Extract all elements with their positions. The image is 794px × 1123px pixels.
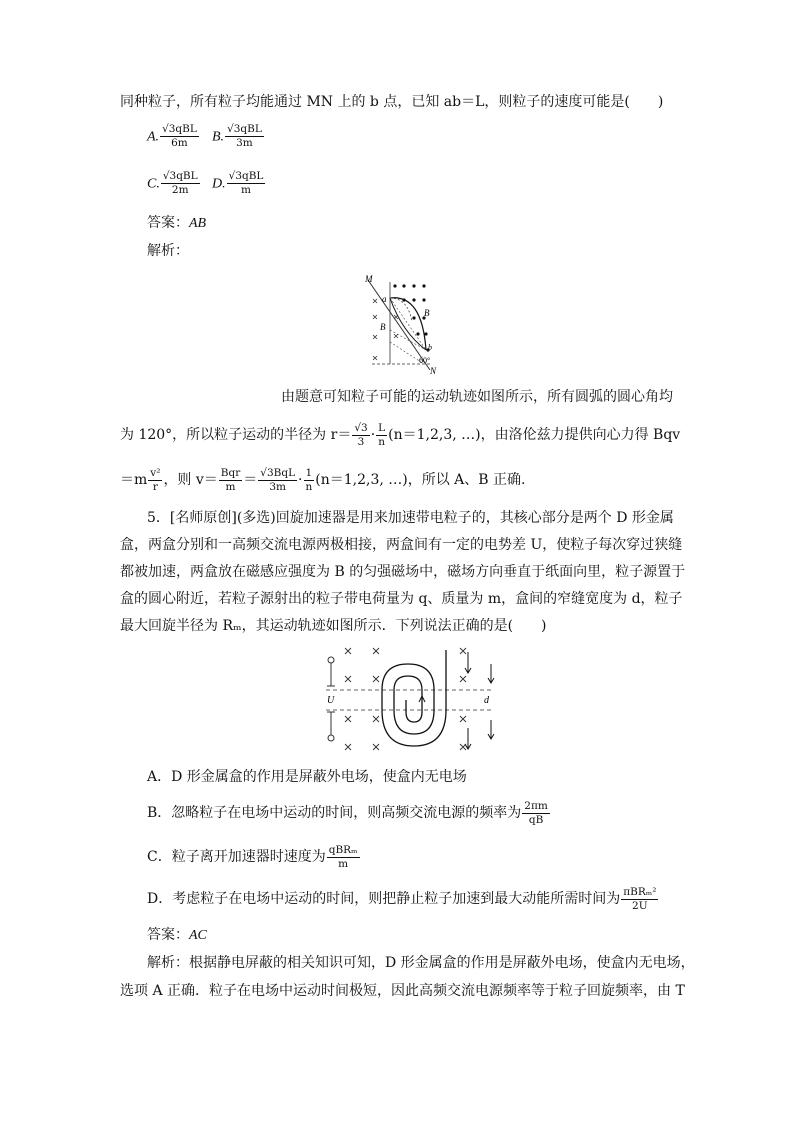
label-b-field: B bbox=[380, 322, 386, 332]
q4-option-c: C. $\frac{\text{√3qBL}}{2m}$ bbox=[147, 170, 198, 196]
q5-option-d: D．考虑粒子在电场中运动的时间，则把静止粒子加速到最大动能所需时间为 $\frac{\text{πBRₘ²}}{2U}$ bbox=[147, 885, 657, 912]
label-b-point: b bbox=[428, 343, 432, 352]
q5-option-a: A．D 形金属盒的作用是屏蔽外电场，使盒内无电场 bbox=[147, 769, 467, 785]
q4-option-b: B. $\frac{\text{√3qBL}}{3m}$ bbox=[212, 123, 262, 149]
q4-stem: 同种粒子，所有粒子均能通过 MN 上的 b 点，已知 ab＝L，则粒子的速度可能是( ) bbox=[120, 94, 664, 110]
label-d: d bbox=[484, 695, 489, 706]
q4-analysis-line-3: ＝m $\frac{\text{v²}}{r}$ ，则 v＝ $\frac{\text{Bqr}}{m}$ ＝ $\frac{\text{√3BqL}}{3m}$ · $\frac{1}{n}$ (n＝1,2,3, …)，所以 A、B 正确. bbox=[120, 466, 526, 493]
q5-analysis-line-2: 选项 A 正确．粒子在电场中运动时间极短，因此高频交流电源频率等于粒子回旋频率，由 T bbox=[120, 983, 685, 999]
q5-stem-line-5: 最大回旋半径为 Rₘ，其运动轨迹如图所示．下列说法正确的是( ) bbox=[120, 618, 547, 634]
q4-answer: 答案：AB bbox=[147, 215, 207, 231]
label-angle: 60° bbox=[419, 356, 431, 365]
q4-analysis-label: 解析： bbox=[147, 243, 189, 259]
q5-stem-line-3: 都被加速，两盒放在磁感应强度为 B 的匀强磁场中，磁场方向垂直于纸面向里，粒子源置于 bbox=[120, 564, 686, 580]
label-n: N bbox=[430, 366, 437, 376]
q4-analysis-line-2: 为 120°，所以粒子运动的半径为 r＝ $\frac{√3}{3}$ · $\frac{L}{n}$ (n＝1,2,3, …)，由洛伦兹力提供向心力得 Bqv bbox=[120, 421, 681, 448]
q5-answer: 答案：AC bbox=[147, 927, 207, 943]
q5-analysis-line-1: 解析：根据静电屏蔽的相关知识可知，D 形金属盒的作用是屏蔽外电场，使盒内无电场， bbox=[147, 955, 695, 971]
label-a: a bbox=[382, 294, 387, 304]
q4-trajectory-figure bbox=[362, 272, 440, 376]
q4-option-a: A. $\frac{\text{√3qBL}}{6m}$ bbox=[147, 123, 197, 149]
label-m: M bbox=[365, 274, 373, 284]
label-b-field-2: B bbox=[424, 308, 430, 318]
cyclotron-figure bbox=[318, 642, 498, 758]
q5-option-b: B．忽略粒子在电场中运动的时间，则高频交流电源的频率为 $\frac{2\pi m}{qB}$ bbox=[147, 799, 548, 826]
q4-option-d: D. $\frac{\text{√3qBL}}{m}$ bbox=[212, 170, 264, 196]
label-u: U bbox=[327, 695, 335, 706]
q5-stem-line-4: 盒的圆心附近，若粒子源射出的粒子带电荷量为 q、质量为 m，盒间的窄缝宽度为 d，粒子 bbox=[120, 591, 683, 607]
spiral-path bbox=[382, 650, 446, 746]
q5-stem-line-1: 5．[名师原创](多选)回旋加速器是用来加速带电粒子的，其核心部分是两个 D 形金属 bbox=[147, 510, 674, 526]
q5-option-c: C．粒子离开加速器时速度为 $\frac{\text{qBRₘ}}{m}$ bbox=[147, 843, 358, 870]
q4-analysis-line-1: 由题意可知粒子可能的运动轨迹如图所示，所有圆弧的圆心角均 bbox=[281, 389, 673, 405]
q5-stem-line-2: 盒，两盒分别和一高频交流电源两极相接，两盒间有一定的电势差 U，使粒子每次穿过狭缝 bbox=[120, 537, 683, 553]
field-crosses-cyclotron bbox=[345, 648, 466, 750]
